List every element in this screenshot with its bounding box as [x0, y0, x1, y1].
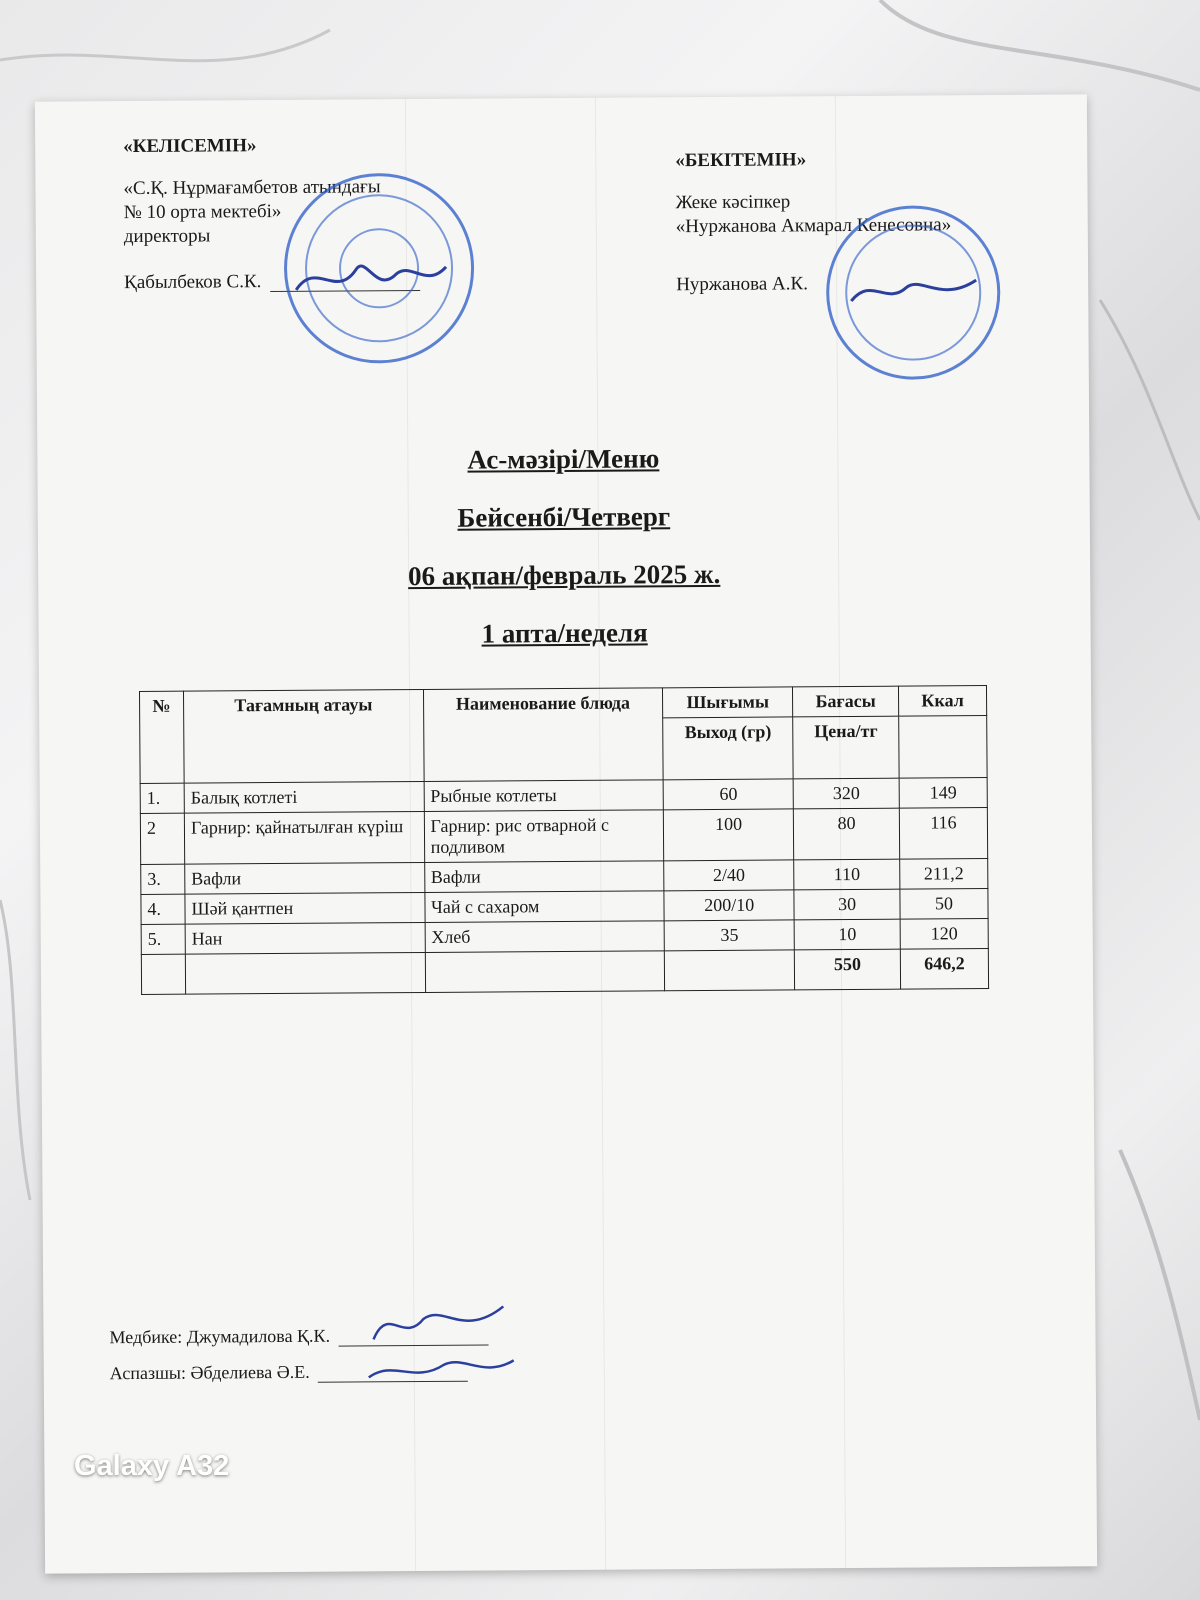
row-output: 35 — [664, 920, 794, 951]
director-signature — [286, 249, 476, 310]
school-name-line2: № 10 орта мектебі» — [123, 200, 282, 224]
row-kcal: 120 — [900, 919, 988, 950]
row-name-ru: Чай с сахаром — [424, 891, 664, 923]
header-kcal-empty — [899, 716, 987, 779]
document-titles — [37, 426, 1091, 665]
row-num: 1. — [140, 783, 184, 813]
menu-document — [35, 94, 1097, 1573]
row-price: 30 — [794, 889, 900, 920]
row-output: 100 — [664, 809, 794, 861]
entrepreneur-signature — [846, 265, 986, 316]
date-title: 06 ақпан/февраль 2025 ж. — [407, 558, 721, 592]
handwritten-signatures — [363, 1298, 524, 1389]
header-output-kz: Шығымы — [663, 687, 793, 718]
row-num: 5. — [141, 924, 185, 954]
nurse-name: Медбике: Джумадилова Қ.К. — [109, 1325, 331, 1348]
director-title: директоры — [123, 225, 211, 248]
row-kcal: 116 — [899, 808, 987, 860]
row-name-ru: Гарнир: рис отварной с подливом — [424, 810, 664, 863]
day-title: Бейсенбі/Четверг — [457, 501, 671, 533]
total-price: 550 — [794, 949, 900, 990]
header-num: № — [139, 691, 184, 783]
entrepreneur-signer: Нуржанова А.К. — [676, 273, 808, 296]
header-price-ru: Цена/тг — [793, 716, 899, 779]
menu-title: Ас-мәзірі/Меню — [467, 443, 660, 475]
director-name: Қабылбеков С.К. — [124, 271, 262, 294]
row-price: 110 — [794, 859, 900, 890]
row-kcal: 50 — [900, 889, 988, 920]
row-output: 200/10 — [664, 890, 794, 921]
row-price: 80 — [793, 808, 899, 860]
menu-table — [139, 685, 989, 995]
row-num: 2 — [140, 813, 184, 864]
row-kcal: 149 — [899, 778, 987, 809]
total-row — [141, 949, 988, 995]
header-price-kz: Бағасы — [793, 686, 899, 717]
total-kcal: 646,2 — [900, 949, 988, 990]
header-name-kz: Тағамның атауы — [183, 689, 423, 783]
row-num: 3. — [141, 864, 185, 894]
table-row — [140, 808, 987, 865]
row-output: 60 — [663, 779, 793, 810]
row-num: 4. — [141, 894, 185, 924]
week-title: 1 апта/неделя — [481, 617, 648, 649]
header-name-ru: Наименование блюда — [423, 688, 663, 782]
camera-watermark: Galaxy A32 — [74, 1450, 230, 1482]
row-name-kz: Балық котлеті — [184, 781, 424, 813]
row-name-kz: Гарнир: қайнатылған күріш — [184, 811, 424, 864]
row-name-ru: Хлеб — [425, 921, 665, 953]
entrepreneur-name: «Нуржанова Акмарал Кенесовна» — [675, 214, 952, 238]
row-price: 320 — [793, 778, 899, 809]
agreed-heading: «КЕЛІСЕМІН» — [123, 135, 257, 158]
row-name-kz: Вафли — [185, 862, 425, 894]
entrepreneur-title: Жеке кәсіпкер — [675, 191, 791, 214]
row-name-kz: Нан — [185, 922, 425, 954]
header-output-ru: Выход (гр) — [663, 717, 793, 780]
row-name-ru: Рыбные котлеты — [424, 780, 664, 812]
cook-name: Аспазшы: Әбделиева Ә.Е. — [109, 1361, 310, 1384]
row-name-kz: Шәй қантпен — [185, 892, 425, 924]
row-price: 10 — [794, 919, 900, 950]
approved-heading: «БЕКІТЕМІН» — [675, 149, 807, 172]
school-name-line1: «С.Қ. Нұрмағамбетов атындағы — [123, 176, 381, 200]
row-output: 2/40 — [664, 860, 794, 891]
row-kcal: 211,2 — [900, 859, 988, 890]
row-name-ru: Вафли — [424, 861, 664, 893]
header-kcal: Ккал — [899, 686, 987, 717]
